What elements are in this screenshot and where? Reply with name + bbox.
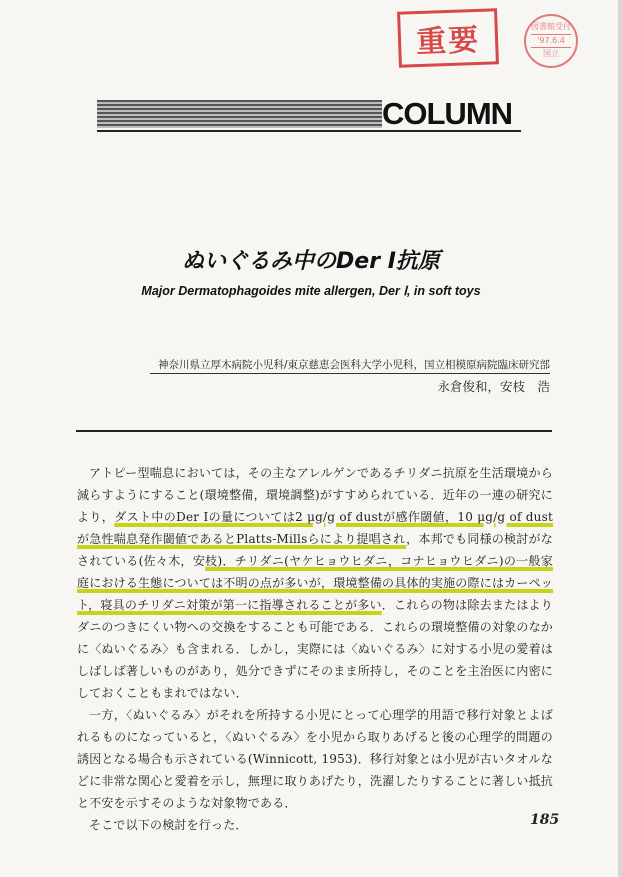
- page-number: 185: [530, 812, 560, 828]
- paragraph-1-text-c: ．これらの物は除去またはよりダニのつきにくい物への交換をすることも可能である．これらの環境整備の対象のなかに〈ぬいぐるみ〉も含まれる．しかし，実際には〈ぬいぐるみ〉に対する小児の愛着はしばしば著しいものがあり，処分できずにそのまま所持し，そのことを主治医に内密にしておくこともまれではない．: [77, 598, 553, 700]
- highlight-2: 枝)．チリダニ(ヤケヒョウヒダニ，コナヒョウヒダニ)の一般家庭における生態については不明の点が多いが，環境整備の具体的実施の際にはカーペット，寝具のチリダニ対策が第一に指導されることが多い: [77, 554, 553, 612]
- date-stamp-rule: [531, 34, 571, 35]
- affiliation: 神奈川県立厚木病院小児科/東京慈恵会医科大学小児科，国立相模原病院臨床研究部: [157, 359, 550, 371]
- banner-rule: [97, 130, 521, 132]
- highlight-1: ダスト中のDer Ⅰの量については2 μg/g of dustが感作閾値，10 μg/g of dustが急性喘息発作閾値であるとPlatts-Millsらにより提唱され: [77, 510, 553, 546]
- article-body: [77, 462, 553, 836]
- important-stamp-text: 重要: [415, 22, 481, 61]
- article-title: ぬいぐるみ中のDer I抗原: [182, 249, 440, 274]
- date-stamp-bottom: 国立: [543, 49, 559, 59]
- date-stamp: [524, 14, 578, 68]
- banner-stripes: [97, 100, 382, 128]
- paragraph-1: [77, 462, 553, 704]
- paragraph-1-text-b: ，本邦でも同様の検討がなされている(佐々木，安: [77, 532, 553, 568]
- paragraph-1-text-a: アトピー型喘息においては，その主なアレルゲンであるチリダニ抗原を生活環境から減らすようにすること(環境整備，環境調整)がすすめられている．近年の一連の研究により，: [77, 466, 553, 524]
- paragraph-2: 一方，〈ぬいぐるみ〉がそれを所持する小児にとって心理学的用語で移行対象とよばれるものになっていると，〈ぬいぐるみ〉を小児から取りあげると後の心理学的問題の誘因となる場合も示されている(Winnicott, 1953)．移行対象とは小児が古いタオルなどに非常な関心と愛着を示し，無理に取りあげたり，洗濯したりすることに著しい抵抗と不安を示すそのような対象物である．: [77, 708, 553, 810]
- important-stamp: [397, 8, 499, 67]
- banner-label: COLUMN: [382, 96, 513, 131]
- header-divider: [76, 430, 552, 432]
- paragraph-3: そこで以下の検討を行った．: [89, 818, 248, 832]
- affiliation-rule: [150, 373, 550, 374]
- date-stamp-top: 図書館受付: [531, 22, 571, 32]
- article-subtitle: Major Dermatophagoides mite allergen, Der Ⅰ, in soft toys: [141, 284, 481, 298]
- column-banner: [97, 96, 521, 131]
- authors: 永倉俊和，安枝 浩: [437, 379, 550, 394]
- date-stamp-date: '97.6.4: [537, 35, 565, 45]
- page-edge: [618, 0, 622, 877]
